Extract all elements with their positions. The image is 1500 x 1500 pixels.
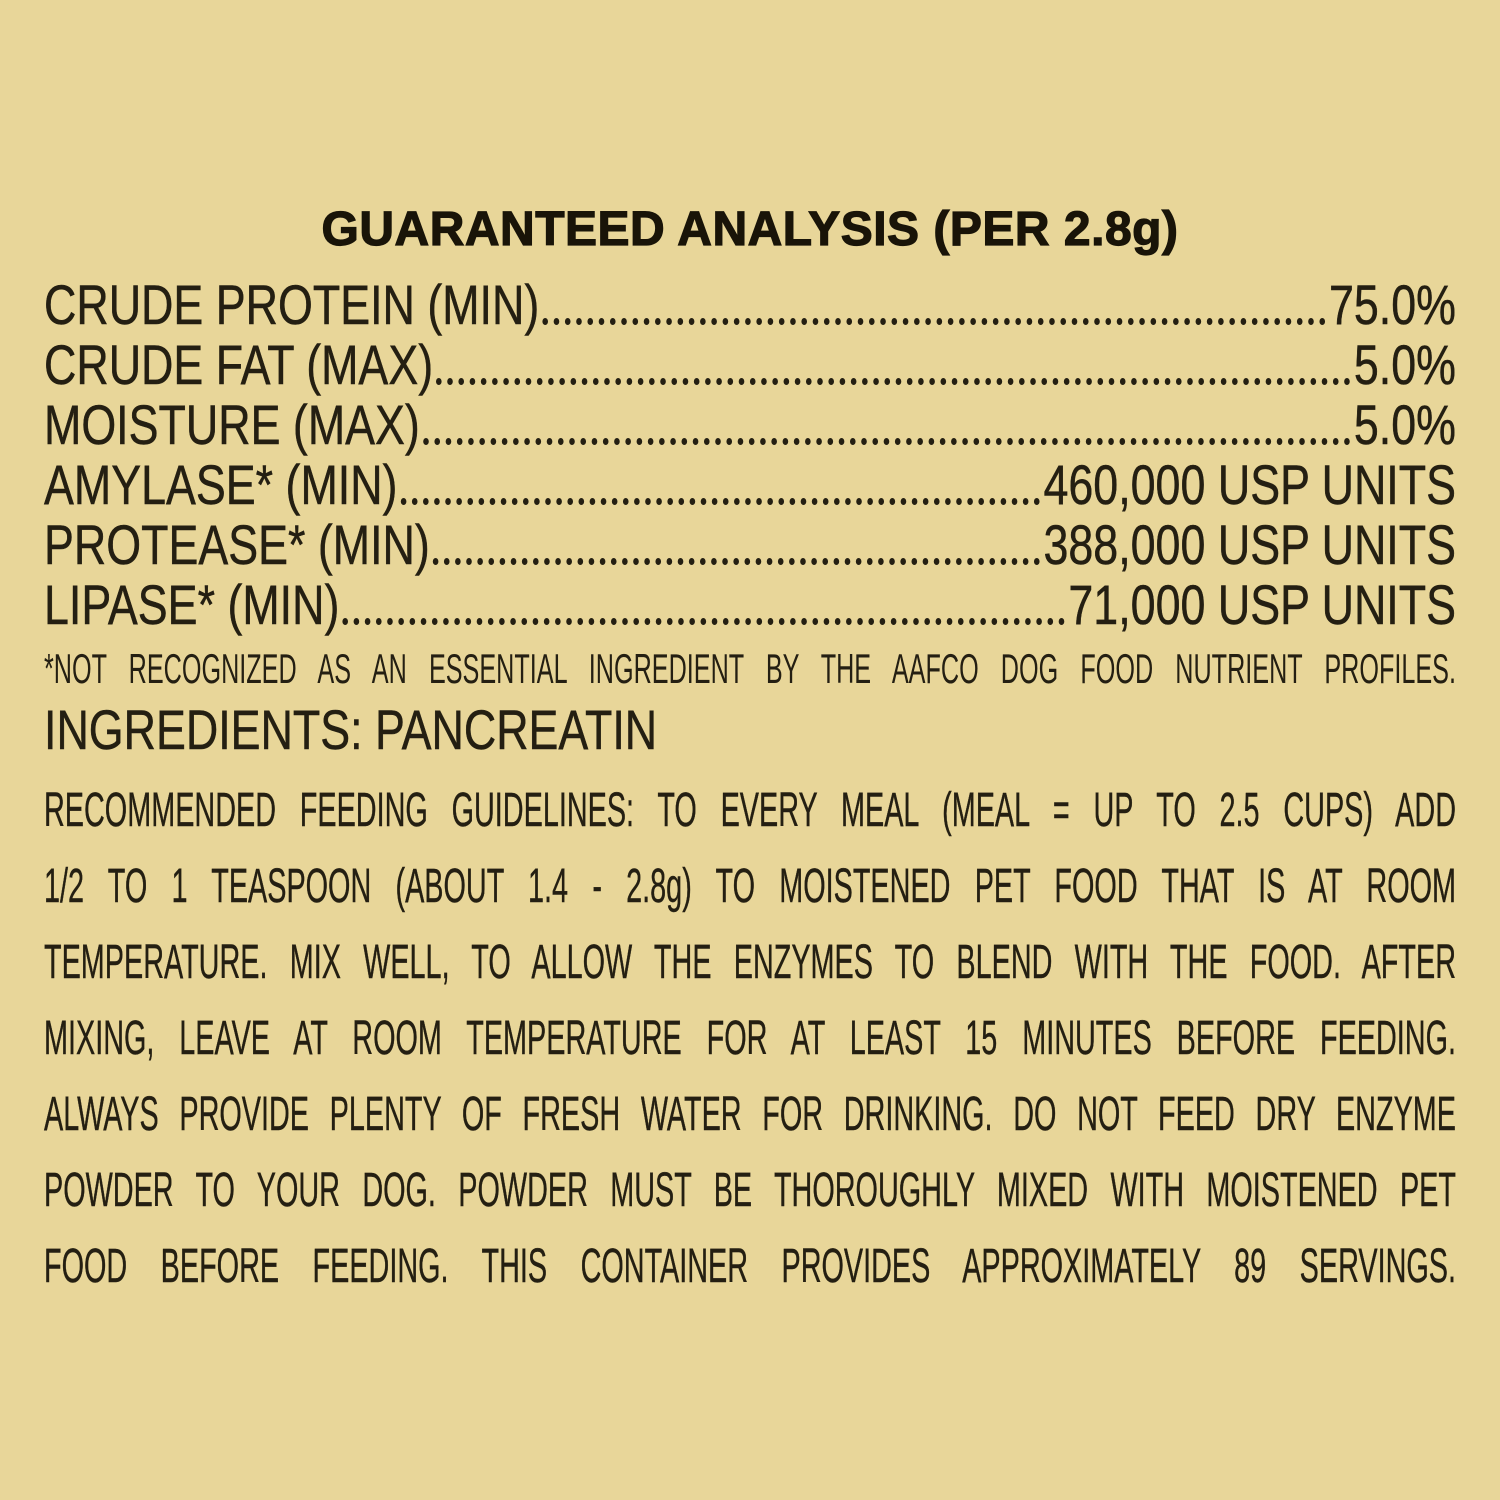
feeding-guidelines — [44, 773, 1456, 1305]
analysis-table — [44, 275, 1456, 635]
analysis-row-protease — [44, 515, 1456, 575]
analysis-row-crude-protein — [44, 275, 1456, 335]
analysis-row-value: 71,000 USP UNITS — [1068, 573, 1456, 637]
dot-leader — [401, 498, 1041, 505]
analysis-row-value: 75.0% — [1328, 273, 1456, 337]
feeding-line: TEMPERATURE. MIX WELL, TO ALLOW THE ENZYMES TO BLEND WITH THE FOOD. AFTER — [44, 936, 1456, 990]
analysis-row-value: 460,000 USP UNITS — [1043, 453, 1456, 517]
analysis-row-value: 5.0% — [1353, 393, 1456, 457]
dot-leader — [423, 438, 1351, 445]
guaranteed-analysis-title: GUARANTEED ANALYSIS (PER 2.8g) — [321, 203, 1179, 256]
feeding-line: RECOMMENDED FEEDING GUIDELINES: TO EVERY MEAL (MEAL = UP TO 2.5 CUPS) ADD — [44, 784, 1456, 838]
analysis-row-lipase — [44, 575, 1456, 635]
analysis-row-label: MOISTURE (MAX) — [44, 393, 420, 457]
feeding-line: 1/2 TO 1 TEASPOON (ABOUT 1.4 - 2.8g) TO MOISTENED PET FOOD THAT IS AT ROOM — [44, 860, 1456, 914]
analysis-row-amylase — [44, 455, 1456, 515]
feeding-line: FOOD BEFORE FEEDING. THIS CONTAINER PROVIDES APPROXIMATELY 89 SERVINGS. — [44, 1240, 1456, 1294]
feeding-line: ALWAYS PROVIDE PLENTY OF FRESH WATER FOR DRINKING. DO NOT FEED DRY ENZYME — [44, 1088, 1456, 1142]
analysis-row-label: AMYLASE* (MIN) — [44, 453, 398, 517]
aafco-footnote: *NOT RECOGNIZED AS AN ESSENTIAL INGREDIENT BY THE AAFCO DOG FOOD NUTRIENT PROFILES. — [44, 645, 1456, 693]
analysis-row-value: 388,000 USP UNITS — [1043, 513, 1456, 577]
dot-leader — [542, 318, 1325, 325]
analysis-row-label: CRUDE PROTEIN (MIN) — [44, 273, 540, 337]
analysis-row-label: PROTEASE* (MIN) — [44, 513, 430, 577]
dot-leader — [433, 558, 1040, 565]
analysis-row-crude-fat — [44, 335, 1456, 395]
analysis-row-moisture — [44, 395, 1456, 455]
ingredients-line: INGREDIENTS: PANCREATIN — [44, 698, 658, 762]
feeding-line: MIXING, LEAVE AT ROOM TEMPERATURE FOR AT LEAST 15 MINUTES BEFORE FEEDING. — [44, 1012, 1456, 1066]
dot-leader — [436, 378, 1350, 385]
analysis-row-value: 5.0% — [1353, 333, 1456, 397]
dot-leader — [343, 618, 1066, 625]
analysis-row-label: CRUDE FAT (MAX) — [44, 333, 434, 397]
analysis-row-label: LIPASE* (MIN) — [44, 573, 340, 637]
feeding-line: POWDER TO YOUR DOG. POWDER MUST BE THOROUGHLY MIXED WITH MOISTENED PET — [44, 1164, 1456, 1218]
